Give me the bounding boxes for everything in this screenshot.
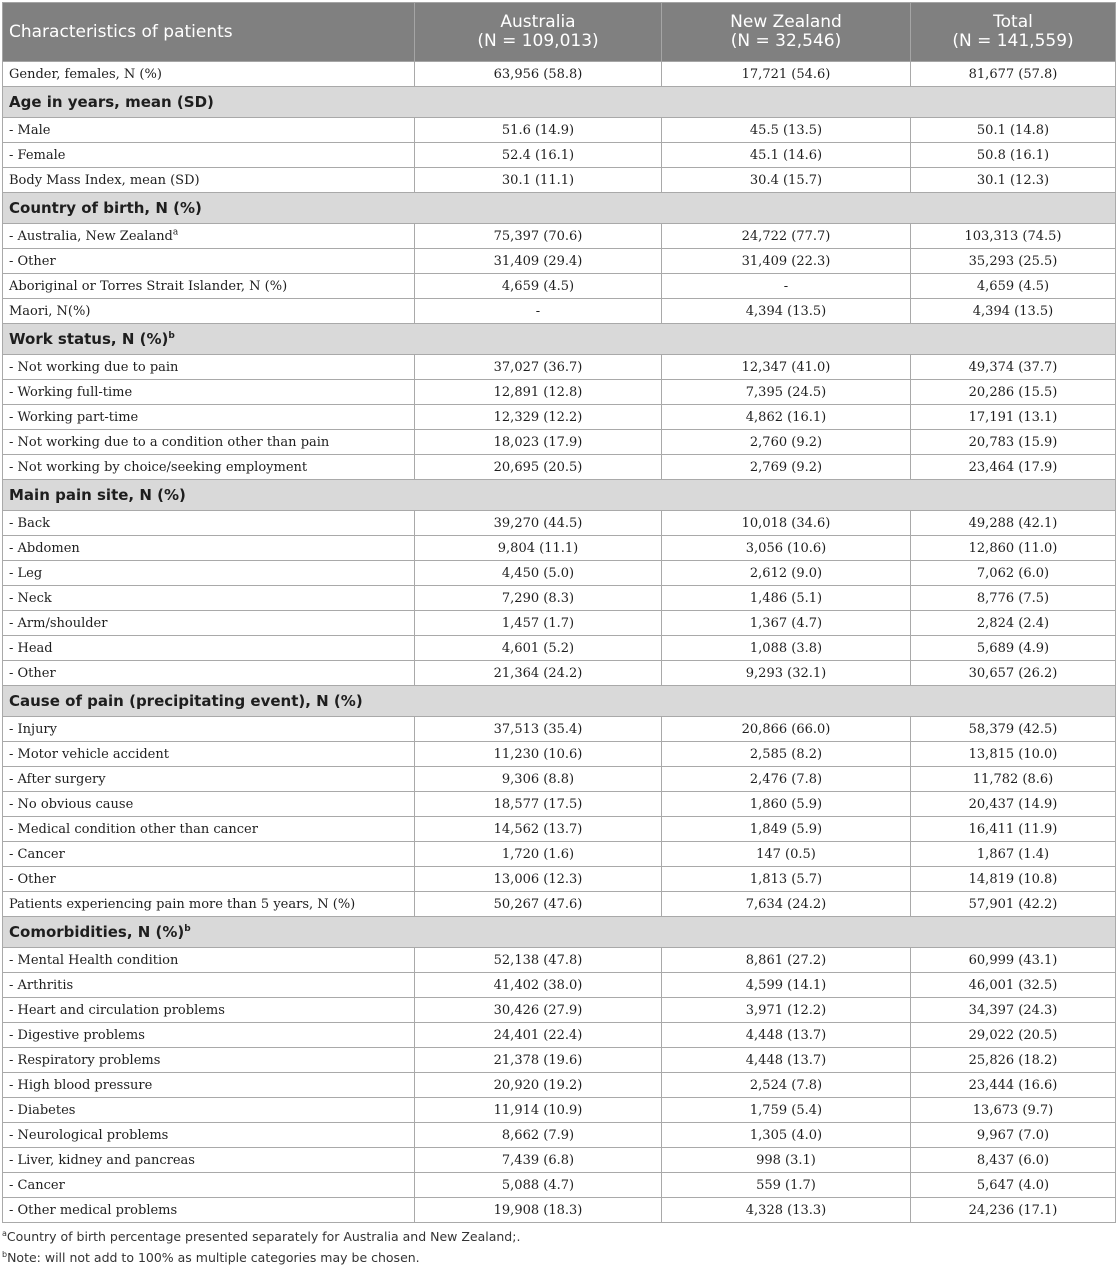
australia-value: 1,457 (1.7)	[415, 611, 662, 636]
footnote-a-mark: a	[2, 1228, 7, 1238]
australia-value: 31,409 (29.4)	[415, 249, 662, 274]
table-row	[3, 998, 1116, 1023]
new-zealand-value: 45.5 (13.5)	[662, 118, 911, 143]
new-zealand-value: 3,056 (10.6)	[662, 536, 911, 561]
section-header-row	[3, 193, 1116, 224]
total-value: 9,967 (7.0)	[911, 1123, 1116, 1148]
footnote-b	[2, 1247, 520, 1268]
row-label-text: - Cancer	[9, 846, 65, 862]
australia-value: 51.6 (14.9)	[415, 118, 662, 143]
row-label-text: - Not working due to pain	[9, 359, 179, 375]
australia-value: 21,364 (24.2)	[415, 661, 662, 686]
row-label-text: - Other medical problems	[9, 1202, 178, 1218]
total-value: 17,191 (13.1)	[911, 405, 1116, 430]
row-label-text: - Respiratory problems	[9, 1052, 161, 1068]
row-label	[3, 224, 415, 249]
header-characteristics: Characteristics of patients	[3, 3, 415, 62]
row-label	[3, 767, 415, 792]
australia-value: 4,450 (5.0)	[415, 561, 662, 586]
australia-value: 52,138 (47.8)	[415, 948, 662, 973]
section-header	[3, 324, 1116, 355]
new-zealand-value: 3,971 (12.2)	[662, 998, 911, 1023]
table-row	[3, 274, 1116, 299]
new-zealand-value: 8,861 (27.2)	[662, 948, 911, 973]
row-label-text: - Other	[9, 253, 56, 269]
row-label	[3, 586, 415, 611]
footnote-a-text: Country of birth percentage presented separately for Australia and New Zealand;.	[6, 1229, 521, 1244]
row-label	[3, 1173, 415, 1198]
australia-value: 30,426 (27.9)	[415, 998, 662, 1023]
total-value: 30.1 (12.3)	[911, 168, 1116, 193]
row-label	[3, 948, 415, 973]
australia-value: 9,804 (11.1)	[415, 536, 662, 561]
footnotes	[2, 1226, 520, 1268]
australia-value: -	[415, 299, 662, 324]
row-label	[3, 973, 415, 998]
total-value: 34,397 (24.3)	[911, 998, 1116, 1023]
australia-value: 9,306 (8.8)	[415, 767, 662, 792]
new-zealand-value: 4,448 (13.7)	[662, 1023, 911, 1048]
australia-value: 12,329 (12.2)	[415, 405, 662, 430]
total-value: 49,288 (42.1)	[911, 511, 1116, 536]
row-label	[3, 661, 415, 686]
table-row	[3, 380, 1116, 405]
row-label	[3, 355, 415, 380]
header-new-zealand-n: (N = 32,546)	[730, 31, 842, 51]
table-row	[3, 224, 1116, 249]
table-row	[3, 767, 1116, 792]
total-value: 12,860 (11.0)	[911, 536, 1116, 561]
footnote-marker: a	[172, 227, 179, 238]
row-label	[3, 511, 415, 536]
total-value: 50.1 (14.8)	[911, 118, 1116, 143]
total-value: 5,689 (4.9)	[911, 636, 1116, 661]
table-row	[3, 1173, 1116, 1198]
australia-value: 19,908 (18.3)	[415, 1198, 662, 1223]
row-label	[3, 1098, 415, 1123]
row-label-text: - Female	[9, 147, 66, 163]
row-label	[3, 1073, 415, 1098]
new-zealand-value: 24,722 (77.7)	[662, 224, 911, 249]
row-label	[3, 792, 415, 817]
header-australia-name: Australia	[500, 12, 576, 32]
header-new-zealand	[662, 3, 911, 62]
new-zealand-value: 31,409 (22.3)	[662, 249, 911, 274]
total-value: 23,444 (16.6)	[911, 1073, 1116, 1098]
footnote-marker: b	[168, 331, 175, 341]
row-label-text: - No obvious cause	[9, 796, 134, 812]
australia-value: 75,397 (70.6)	[415, 224, 662, 249]
total-value: 20,286 (15.5)	[911, 380, 1116, 405]
australia-value: 11,914 (10.9)	[415, 1098, 662, 1123]
table-row	[3, 973, 1116, 998]
section-header-row	[3, 324, 1116, 355]
table-row	[3, 867, 1116, 892]
australia-value: 11,230 (10.6)	[415, 742, 662, 767]
total-value: 29,022 (20.5)	[911, 1023, 1116, 1048]
total-value: 50.8 (16.1)	[911, 143, 1116, 168]
row-label-text: Body Mass Index, mean (SD)	[9, 172, 200, 188]
row-label-text: - Other	[9, 871, 56, 887]
australia-value: 7,439 (6.8)	[415, 1148, 662, 1173]
total-value: 60,999 (43.1)	[911, 948, 1116, 973]
table-row	[3, 143, 1116, 168]
new-zealand-value: 1,849 (5.9)	[662, 817, 911, 842]
new-zealand-value: 4,862 (16.1)	[662, 405, 911, 430]
table-header-row	[3, 3, 1116, 62]
row-label	[3, 1198, 415, 1223]
new-zealand-value: 2,524 (7.8)	[662, 1073, 911, 1098]
australia-value: 37,513 (35.4)	[415, 717, 662, 742]
row-label	[3, 717, 415, 742]
header-australia-n: (N = 109,013)	[477, 31, 599, 51]
new-zealand-value: 4,394 (13.5)	[662, 299, 911, 324]
table-row	[3, 1198, 1116, 1223]
row-label	[3, 1023, 415, 1048]
section-header	[3, 193, 1116, 224]
total-value: 20,437 (14.9)	[911, 792, 1116, 817]
row-label	[3, 143, 415, 168]
row-label	[3, 561, 415, 586]
australia-value: 30.1 (11.1)	[415, 168, 662, 193]
row-label	[3, 62, 415, 87]
total-value: 57,901 (42.2)	[911, 892, 1116, 917]
table-row	[3, 586, 1116, 611]
table-row	[3, 1023, 1116, 1048]
table-row	[3, 1048, 1116, 1073]
row-label	[3, 168, 415, 193]
new-zealand-value: 1,860 (5.9)	[662, 792, 911, 817]
australia-value: 52.4 (16.1)	[415, 143, 662, 168]
row-label-text: - Motor vehicle accident	[9, 746, 169, 762]
total-value: 35,293 (25.5)	[911, 249, 1116, 274]
row-label-text: - Neck	[9, 590, 52, 606]
new-zealand-value: 2,585 (8.2)	[662, 742, 911, 767]
table-row	[3, 892, 1116, 917]
row-label-text: - Not working due to a condition other than pain	[9, 434, 330, 450]
table-row	[3, 842, 1116, 867]
australia-value: 24,401 (22.4)	[415, 1023, 662, 1048]
patient-characteristics-table	[2, 2, 1116, 1223]
table-row	[3, 1098, 1116, 1123]
australia-value: 13,006 (12.3)	[415, 867, 662, 892]
header-total-n: (N = 141,559)	[952, 31, 1074, 51]
new-zealand-value: 559 (1.7)	[662, 1173, 911, 1198]
row-label	[3, 817, 415, 842]
total-value: 30,657 (26.2)	[911, 661, 1116, 686]
row-label	[3, 742, 415, 767]
total-value: 14,819 (10.8)	[911, 867, 1116, 892]
table-row	[3, 118, 1116, 143]
table-row	[3, 168, 1116, 193]
australia-value: 20,920 (19.2)	[415, 1073, 662, 1098]
row-label-text: Patients experiencing pain more than 5 years, N (%)	[9, 896, 356, 912]
table-row	[3, 636, 1116, 661]
row-label	[3, 455, 415, 480]
section-label: Cause of pain (precipitating event), N (%)	[9, 692, 363, 710]
section-header	[3, 87, 1116, 118]
total-value: 5,647 (4.0)	[911, 1173, 1116, 1198]
row-label-text: - Arm/shoulder	[9, 615, 108, 631]
row-label-text: - After surgery	[9, 771, 106, 787]
total-value: 4,659 (4.5)	[911, 274, 1116, 299]
australia-value: 1,720 (1.6)	[415, 842, 662, 867]
header-new-zealand-name: New Zealand	[730, 12, 842, 32]
row-label-text: - Mental Health condition	[9, 952, 179, 968]
total-value: 25,826 (18.2)	[911, 1048, 1116, 1073]
australia-value: 5,088 (4.7)	[415, 1173, 662, 1198]
table-row	[3, 817, 1116, 842]
new-zealand-value: 1,088 (3.8)	[662, 636, 911, 661]
row-label	[3, 299, 415, 324]
total-value: 11,782 (8.6)	[911, 767, 1116, 792]
new-zealand-value: 1,759 (5.4)	[662, 1098, 911, 1123]
table-body	[3, 62, 1116, 1223]
new-zealand-value: 7,395 (24.5)	[662, 380, 911, 405]
row-label	[3, 892, 415, 917]
row-label	[3, 249, 415, 274]
row-label	[3, 1148, 415, 1173]
table-row	[3, 611, 1116, 636]
row-label-text: Gender, females, N (%)	[9, 66, 162, 82]
table-row	[3, 717, 1116, 742]
row-label-text: - Male	[9, 122, 51, 138]
table-row	[3, 299, 1116, 324]
new-zealand-value: 12,347 (41.0)	[662, 355, 911, 380]
row-label-text: - Cancer	[9, 1177, 65, 1193]
table-row	[3, 62, 1116, 87]
header-total	[911, 3, 1116, 62]
new-zealand-value: 45.1 (14.6)	[662, 143, 911, 168]
new-zealand-value: 7,634 (24.2)	[662, 892, 911, 917]
table-row	[3, 561, 1116, 586]
table-row	[3, 405, 1116, 430]
row-label-text: - Head	[9, 640, 53, 656]
row-label	[3, 274, 415, 299]
row-label-text: - Neurological problems	[9, 1127, 169, 1143]
footnote-b-mark: b	[2, 1249, 8, 1259]
australia-value: 50,267 (47.6)	[415, 892, 662, 917]
australia-value: 4,659 (4.5)	[415, 274, 662, 299]
section-header-row	[3, 686, 1116, 717]
new-zealand-value: 9,293 (32.1)	[662, 661, 911, 686]
table-row	[3, 742, 1116, 767]
total-value: 49,374 (37.7)	[911, 355, 1116, 380]
section-label: Main pain site, N (%)	[9, 486, 186, 504]
new-zealand-value: 30.4 (15.7)	[662, 168, 911, 193]
new-zealand-value: 2,760 (9.2)	[662, 430, 911, 455]
row-label-text: - Working part-time	[9, 409, 139, 425]
section-label: Country of birth, N (%)	[9, 199, 202, 217]
australia-value: 39,270 (44.5)	[415, 511, 662, 536]
table-row	[3, 661, 1116, 686]
total-value: 46,001 (32.5)	[911, 973, 1116, 998]
row-label-text: Aboriginal or Torres Strait Islander, N (%)	[9, 278, 288, 294]
australia-value: 4,601 (5.2)	[415, 636, 662, 661]
new-zealand-value: 4,328 (13.3)	[662, 1198, 911, 1223]
new-zealand-value: 10,018 (34.6)	[662, 511, 911, 536]
row-label	[3, 118, 415, 143]
total-value: 8,437 (6.0)	[911, 1148, 1116, 1173]
new-zealand-value: 4,599 (14.1)	[662, 973, 911, 998]
australia-value: 37,027 (36.7)	[415, 355, 662, 380]
new-zealand-value: -	[662, 274, 911, 299]
australia-value: 14,562 (13.7)	[415, 817, 662, 842]
new-zealand-value: 1,486 (5.1)	[662, 586, 911, 611]
table-row	[3, 249, 1116, 274]
row-label	[3, 1048, 415, 1073]
new-zealand-value: 4,448 (13.7)	[662, 1048, 911, 1073]
total-value: 13,673 (9.7)	[911, 1098, 1116, 1123]
new-zealand-value: 1,367 (4.7)	[662, 611, 911, 636]
header-australia	[415, 3, 662, 62]
new-zealand-value: 17,721 (54.6)	[662, 62, 911, 87]
total-value: 23,464 (17.9)	[911, 455, 1116, 480]
row-label-text: - High blood pressure	[9, 1077, 153, 1093]
australia-value: 20,695 (20.5)	[415, 455, 662, 480]
section-header	[3, 917, 1116, 948]
section-label: Comorbidities, N (%)	[9, 923, 185, 941]
new-zealand-value: 1,813 (5.7)	[662, 867, 911, 892]
total-value: 7,062 (6.0)	[911, 561, 1116, 586]
table-row	[3, 430, 1116, 455]
section-header	[3, 480, 1116, 511]
total-value: 1,867 (1.4)	[911, 842, 1116, 867]
new-zealand-value: 1,305 (4.0)	[662, 1123, 911, 1148]
australia-value: 21,378 (19.6)	[415, 1048, 662, 1073]
section-label: Age in years, mean (SD)	[9, 93, 214, 111]
new-zealand-value: 2,476 (7.8)	[662, 767, 911, 792]
table-row	[3, 1148, 1116, 1173]
australia-value: 18,577 (17.5)	[415, 792, 662, 817]
new-zealand-value: 2,769 (9.2)	[662, 455, 911, 480]
australia-value: 18,023 (17.9)	[415, 430, 662, 455]
new-zealand-value: 147 (0.5)	[662, 842, 911, 867]
australia-value: 7,290 (8.3)	[415, 586, 662, 611]
section-label: Work status, N (%)	[9, 330, 169, 348]
row-label-text: - Diabetes	[9, 1102, 76, 1118]
row-label-text: - Back	[9, 515, 50, 531]
new-zealand-value: 998 (3.1)	[662, 1148, 911, 1173]
row-label-text: - Working full-time	[9, 384, 133, 400]
new-zealand-value: 2,612 (9.0)	[662, 561, 911, 586]
footnote-a	[2, 1226, 520, 1247]
header-total-name: Total	[993, 12, 1033, 32]
row-label-text: - Abdomen	[9, 540, 80, 556]
total-value: 13,815 (10.0)	[911, 742, 1116, 767]
table-row	[3, 948, 1116, 973]
row-label	[3, 536, 415, 561]
row-label-text: - Leg	[9, 565, 43, 581]
row-label-text: - Not working by choice/seeking employment	[9, 459, 308, 475]
table-row	[3, 455, 1116, 480]
row-label	[3, 430, 415, 455]
total-value: 81,677 (57.8)	[911, 62, 1116, 87]
total-value: 2,824 (2.4)	[911, 611, 1116, 636]
table-row	[3, 792, 1116, 817]
row-label	[3, 380, 415, 405]
table-row	[3, 511, 1116, 536]
table-row	[3, 355, 1116, 380]
row-label-text: - Liver, kidney and pancreas	[9, 1152, 195, 1168]
row-label-text: - Australia, New Zealand	[9, 228, 173, 244]
australia-value: 63,956 (58.8)	[415, 62, 662, 87]
australia-value: 12,891 (12.8)	[415, 380, 662, 405]
row-label	[3, 842, 415, 867]
table-row	[3, 536, 1116, 561]
row-label	[3, 998, 415, 1023]
section-header-row	[3, 87, 1116, 118]
table-row	[3, 1073, 1116, 1098]
row-label	[3, 636, 415, 661]
row-label-text: - Digestive problems	[9, 1027, 145, 1043]
total-value: 4,394 (13.5)	[911, 299, 1116, 324]
row-label	[3, 405, 415, 430]
row-label-text: - Injury	[9, 721, 57, 737]
row-label-text: - Other	[9, 665, 56, 681]
table-row	[3, 1123, 1116, 1148]
row-label	[3, 1123, 415, 1148]
total-value: 24,236 (17.1)	[911, 1198, 1116, 1223]
row-label-text: - Arthritis	[9, 977, 74, 993]
row-label-text: Maori, N(%)	[9, 303, 91, 319]
total-value: 103,313 (74.5)	[911, 224, 1116, 249]
row-label-text: - Medical condition other than cancer	[9, 821, 258, 837]
footnote-marker: b	[184, 924, 191, 934]
row-label	[3, 611, 415, 636]
australia-value: 8,662 (7.9)	[415, 1123, 662, 1148]
new-zealand-value: 20,866 (66.0)	[662, 717, 911, 742]
section-header	[3, 686, 1116, 717]
section-header-row	[3, 480, 1116, 511]
row-label-text: - Heart and circulation problems	[9, 1002, 225, 1018]
total-value: 16,411 (11.9)	[911, 817, 1116, 842]
section-header-row	[3, 917, 1116, 948]
total-value: 58,379 (42.5)	[911, 717, 1116, 742]
row-label	[3, 867, 415, 892]
total-value: 20,783 (15.9)	[911, 430, 1116, 455]
australia-value: 41,402 (38.0)	[415, 973, 662, 998]
footnote-b-text: Note: will not add to 100% as multiple categories may be chosen.	[7, 1250, 420, 1265]
total-value: 8,776 (7.5)	[911, 586, 1116, 611]
